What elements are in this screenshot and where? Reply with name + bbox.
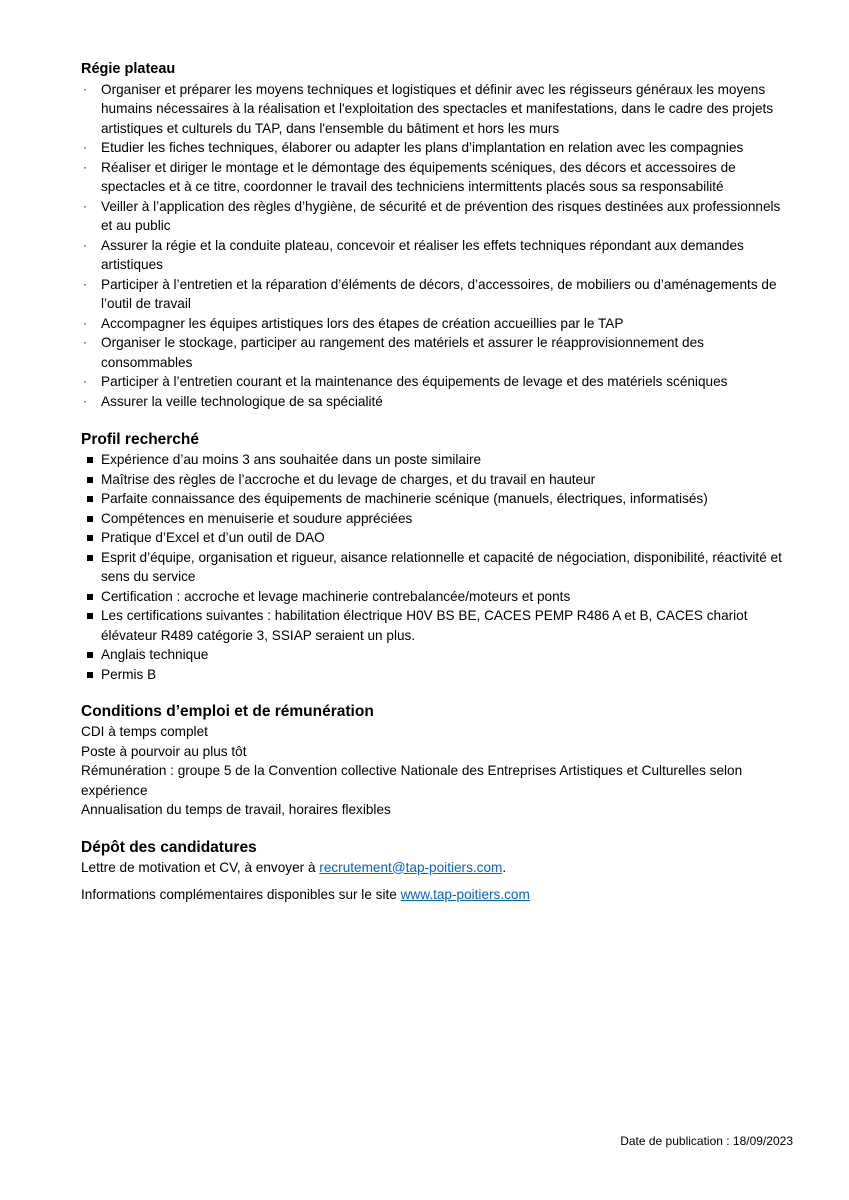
square-bullet-icon	[87, 672, 93, 678]
list-item: Compétences en menuiserie et soudure appréciées	[81, 509, 791, 529]
recruitment-email-link[interactable]: recrutement@tap-poitiers.com	[319, 859, 503, 875]
list-item: Permis B	[81, 665, 791, 685]
section-depot-candidatures	[81, 838, 791, 905]
list-item: Maîtrise des règles de l’accroche et du levage de charges, et du travail en hauteur	[81, 470, 791, 490]
list-item: · Accompagner les équipes artistiques lors des étapes de création accueillies par le TAP	[81, 314, 791, 334]
dot-bullet-icon: ·	[83, 335, 87, 349]
square-bullet-icon	[87, 652, 93, 658]
spacer	[81, 684, 791, 702]
list-item: · Assurer la régie et la conduite plateau, concevoir et réaliser les effets techniques répondant aux demandes artistiques	[83, 237, 744, 272]
condition-line: Annualisation du temps de travail, horaires flexibles	[81, 802, 391, 817]
list-item: Les certifications suivantes : habilitation électrique H0V BS BE, CACES PEMP R486 A et B, CACES chariot élévateur R489 catégorie 3, SSIAP seraient un plus.	[81, 606, 791, 645]
document-body	[81, 60, 791, 905]
list-item: Certification : accroche et levage machinerie contrebalancée/moteurs et ponts	[81, 587, 791, 607]
section-conditions	[81, 702, 791, 820]
list-item: · Organiser et préparer les moyens techniques et logistiques et définir avec les régisseurs généraux les moyens humains nécessaires à la réalisation et l'exploitation des spectacles et manifestations, dans le cadre des projets artistiques et culturels du TAP, dans l'ensemble du bâtiment et hors les murs	[83, 81, 774, 136]
section-regie-plateau	[81, 60, 791, 411]
list-item: Anglais technique	[81, 645, 791, 665]
condition-line: Poste à pourvoir au plus tôt	[81, 743, 247, 759]
condition-line: Rémunération : groupe 5 de la Convention collective Nationale des Entreprises Artistiques et Culturelles selon expérience	[81, 763, 743, 798]
list-item: · Organiser le stockage, participer au rangement des matériels et assurer le réapprovisionnement des consommables	[83, 335, 704, 370]
more-info-line: Informations complémentaires disponibles sur le site www.tap-poitiers.com	[81, 887, 530, 902]
dot-bullet-icon: ·	[83, 315, 87, 330]
publication-date: Date de publication : 18/09/2023	[620, 1134, 793, 1148]
dot-bullet-icon: ·	[83, 276, 87, 291]
condition-line: CDI à temps complet	[81, 724, 208, 739]
list-item: · Réaliser et diriger le montage et le démontage des équipements scéniques, des décors et accessoires de spectacles et à ce titre, coordonner le travail des techniciens intermittents placés sous sa responsabilité	[83, 159, 736, 194]
square-bullet-icon	[87, 496, 93, 502]
square-bullet-icon	[87, 555, 93, 561]
list-item: Esprit d’équipe, organisation et rigueur, aisance relationnelle et capacité de négociation, disponibilité, réactivité et sens du service	[81, 548, 791, 587]
square-bullet-icon	[87, 594, 93, 600]
dot-bullet-icon: ·	[83, 159, 87, 174]
list-item: · Veiller à l’application des règles d’hygiène, de sécurité et de prévention des risques destinées aux professionnels et au public	[83, 198, 781, 233]
dot-bullet-icon: ·	[83, 81, 87, 96]
application-instructions: Lettre de motivation et CV, à envoyer à recrutement@tap-poitiers.com.	[81, 859, 507, 875]
section-profil-recherche	[81, 430, 791, 684]
list-item: Expérience d’au moins 3 ans souhaitée dans un poste similaire	[81, 450, 791, 470]
list-item: Pratique d’Excel et d’un outil de DAO	[81, 528, 791, 548]
square-bullet-icon	[87, 477, 93, 483]
spacer	[81, 411, 791, 430]
dot-bullet-icon: ·	[83, 393, 87, 408]
regie-task-list	[81, 80, 791, 412]
section-title-conditions: Conditions d’emploi et de rémunération	[81, 703, 374, 720]
dot-bullet-icon: ·	[83, 374, 87, 388]
square-bullet-icon	[87, 516, 93, 522]
profil-requirement-list	[81, 450, 791, 684]
square-bullet-icon	[87, 535, 93, 541]
list-item: Parfaite connaissance des équipements de machinerie scénique (manuels, électriques, informatisés)	[81, 489, 791, 509]
dot-bullet-icon: ·	[83, 198, 87, 213]
list-item: · Assurer la veille technologique de sa spécialité	[81, 392, 791, 412]
website-link[interactable]: www.tap-poitiers.com	[400, 887, 530, 902]
section-title-regie: Régie plateau	[81, 61, 176, 77]
spacer	[81, 820, 791, 838]
section-title-depot: Dépôt des candidatures	[81, 838, 257, 856]
list-item: · Etudier les fiches techniques, élaborer ou adapter les plans d’implantation en relation avec les compagnies	[81, 138, 791, 158]
list-item: · Participer à l’entretien et la réparation d’éléments de décors, d’accessoires, de mobiliers ou d’aménagements de l’outil de travail	[83, 276, 777, 311]
list-item: · Participer à l’entretien courant et la maintenance des équipements de levage et des matériels scéniques	[81, 372, 791, 392]
dot-bullet-icon: ·	[83, 140, 87, 154]
section-title-profil: Profil recherché	[81, 431, 200, 448]
square-bullet-icon	[87, 457, 93, 463]
dot-bullet-icon: ·	[83, 237, 87, 252]
square-bullet-icon	[87, 613, 93, 619]
